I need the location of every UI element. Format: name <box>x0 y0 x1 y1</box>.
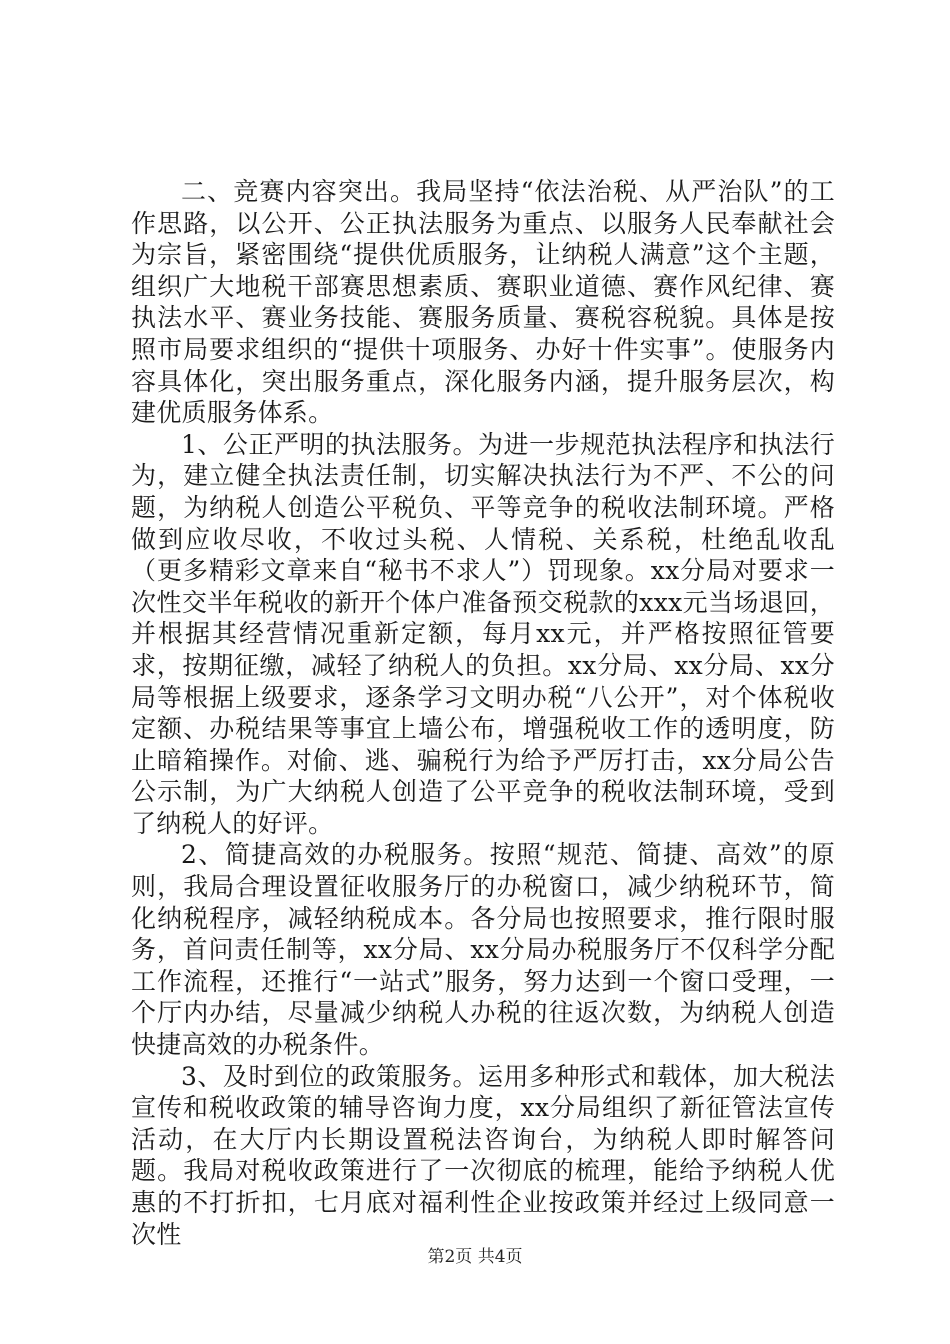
paragraph-competition-content: 二、竞赛内容突出。我局坚持“依法治税、从严治队”的工作思路，以公开、公正执法服务为重点、以服务人民奉献社会为宗旨，紧密围绕“提供优质服务，让纳税人满意”这个主题，组织广大地税干部赛思想素质、赛职业道德、赛作风纪律、赛执法水平、赛业务技能、赛服务质量、赛税容税貌。具体是按照市局要求组织的“提供十项服务、办好十件实事”。使服务内容具体化，突出服务重点，深化服务内涵，提升服务层次，构建优质服务体系。 <box>131 177 835 428</box>
paragraph-policy-service: 3、及时到位的政策服务。运用多种形式和载体，加大税法宣传和税收政策的辅导咨询力度，xx分局组织了新征管法宣传活动，在大厅内长期设置税法咨询台，为纳税人即时解答问题。我局对税收政策进行了一次彻底的梳理，能给予纳税人优惠的不打折扣，七月底对福利性企业按政策并经过上级同意一次性 <box>131 1061 835 1249</box>
page-footer: 第2页 共4页 <box>427 1247 523 1267</box>
paragraph-tax-handling-service: 2、简捷高效的办税服务。按照“规范、简捷、高效”的原则，我局合理设置征收服务厅的办税窗口，减少纳税环节，简化纳税程序，减轻纳税成本。各分局也按照要求，推行限时服务，首问责任制等，xx分局、xx分局办税服务厅不仅科学分配工作流程，还推行“一站式”服务，努力达到一个窗口受理，一个厅内办结，尽量减少纳税人办税的往返次数，为纳税人创造快捷高效的办税条件。 <box>131 840 835 1060</box>
document-body <box>131 176 835 1250</box>
paragraph-law-enforcement-service: 1、公正严明的执法服务。为进一步规范执法程序和执法行为，建立健全执法责任制，切实解决执法行为不严、不公的问题，为纳税人创造公平税负、平等竞争的税收法制环境。严格做到应收尽收，不收过头税、人情税、关系税，杜绝乱收乱（更多精彩文章来自“秘书不求人”）罚现象。xx分局对要求一次性交半年税收的新开个体户准备预交税款的xxx元当场退回，并根据其经营情况重新定额，每月xx元，并严格按照征管要求，按期征缴，减轻了纳税人的负担。xx分局、xx分局、xx分局等根据上级要求，逐条学习文明办税“八公开”，对个体税收定额、办税结果等事宜上墙公布，增强税收工作的透明度，防止暗箱操作。对偷、逃、骗税行为给予严厉打击，xx分局公告公示制，为广大纳税人创造了公平竞争的税收法制环境，受到了纳税人的好评。 <box>131 429 835 838</box>
